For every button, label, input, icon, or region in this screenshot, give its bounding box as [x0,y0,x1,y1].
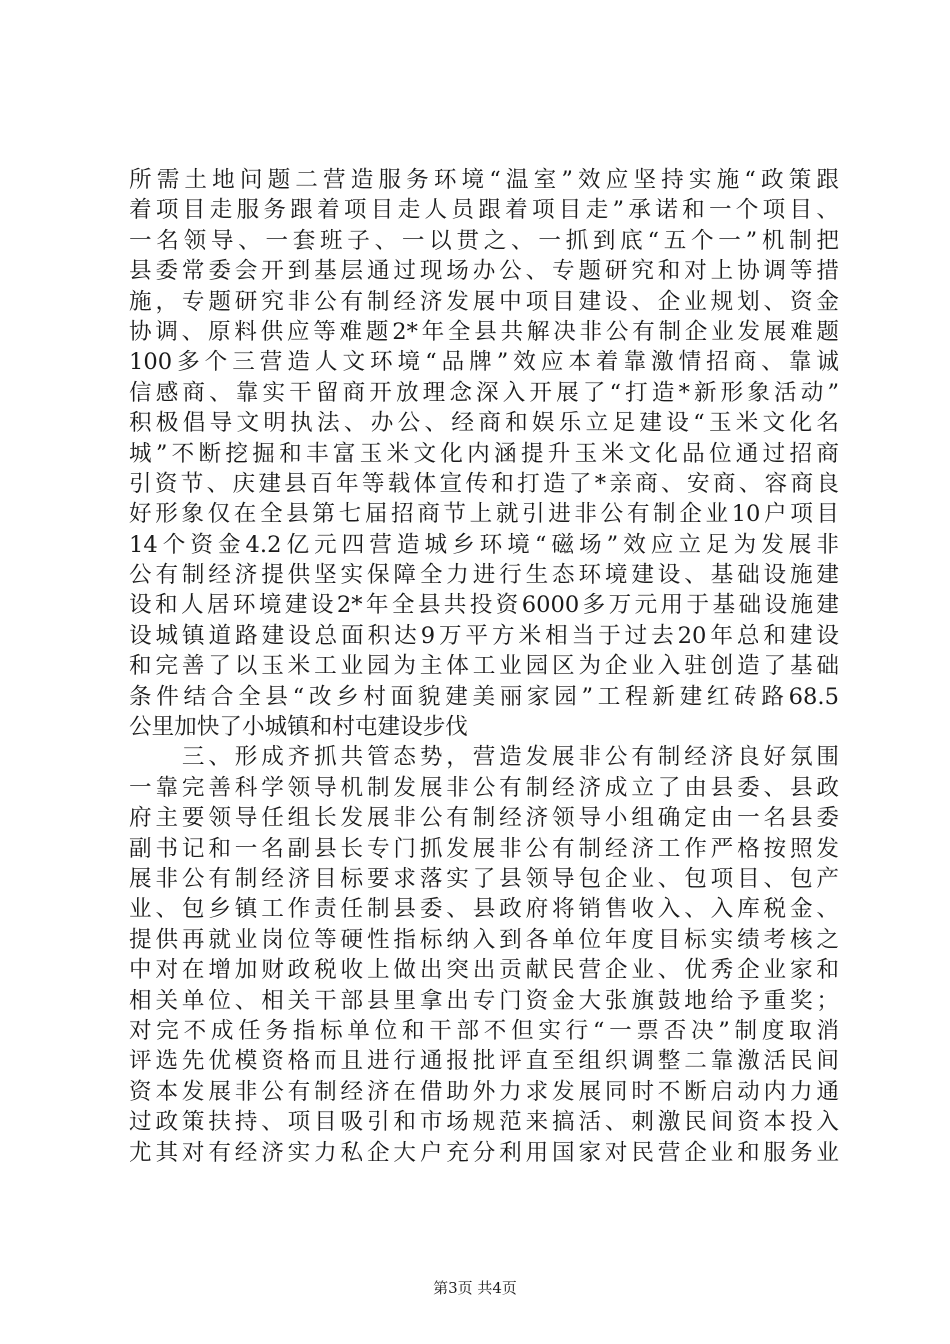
text-line: 业、包乡镇工作责任制县委、县政府将销售收入、入库税金、 [129,896,839,923]
text-line: 府主要领导任组长发展非公有制经济领导小组确定由一名县委 [129,805,839,832]
text-line: 引资节、庆建县百年等载体宣传和打造了*亲商、安商、容商良 [129,470,839,497]
text-line: 100多个三营造人文环境“品牌”效应本着靠激情招商、靠诚 [129,349,839,376]
text-line: 施，专题研究非公有制经济发展中项目建设、企业规划、资金 [129,288,839,315]
text-line: 提供再就业岗位等硬性指标纳入到各单位年度目标实绩考核之 [129,926,839,953]
text-line: 资本发展非公有制经济在借助外力求发展同时不断启动内力通 [129,1078,839,1105]
text-line: 相关单位、相关干部县里拿出专门资金大张旗鼓地给予重奖； [129,987,839,1014]
text-line: 协调、原料供应等难题2*年全县共解决非公有制企业发展难题 [129,318,839,345]
text-line: 着项目走服务跟着项目走人员跟着项目走”承诺和一个项目、 [129,197,839,224]
text-line: 设和人居环境建设2*年全县共投资6000多万元用于基础设施建 [129,592,839,619]
page-number-footer: 第3页 共4页 [433,1279,517,1297]
text-line: 过政策扶持、项目吸引和市场规范来搞活、刺激民间资本投入 [129,1109,839,1136]
text-line: 评选先优模资格而且进行通报批评直至组织调整二靠激活民间 [129,1048,839,1075]
text-line: 信感商、靠实干留商开放理念深入开展了“打造*新形象活动” [129,379,839,406]
text-line: 条件结合全县“改乡村面貌建美丽家园”工程新建红砖路68.5 [129,683,839,710]
text-line: 县委常委会开到基层通过现场办公、专题研究和对上协调等措 [129,258,839,285]
text-line: 展非公有制经济目标要求落实了县领导包企业、包项目、包产 [129,865,839,892]
section-heading-line: 三、形成齐抓共管态势，营造发展非公有制经济良好氛围 [129,744,839,771]
text-line: 14个资金4.2亿元四营造城乡环境“磁场”效应立足为发展非 [129,531,839,558]
text-line: 副书记和一名副县长专门抓发展非公有制经济工作严格按照发 [129,835,839,862]
text-line: 和完善了以玉米工业园为主体工业园区为企业入驻创造了基础 [129,653,839,680]
text-line: 一名领导、一套班子、一以贯之、一抓到底“五个一”机制把 [129,227,839,254]
text-line: 对完不成任务指标单位和干部不但实行“一票否决”制度取消 [129,1017,839,1044]
text-line: 所需土地问题二营造服务环境“温室”效应坚持实施“政策跟 [129,167,839,193]
text-line: 公有制经济提供坚实保障全力进行生态环境建设、基础设施建 [129,562,839,589]
text-line: 城”不断挖掘和丰富玉米文化内涵提升玉米文化品位通过招商 [129,440,839,467]
paragraph-end-line: 公里加快了小城镇和村屯建设步伐 [129,714,468,741]
text-line: 设城镇道路建设总面积达9万平方米相当于过去20年总和建设 [129,622,839,649]
text-line: 好形象仅在全县第七届招商节上就引进非公有制企业10户项目 [129,501,839,528]
text-line: 积极倡导文明执法、办公、经商和娱乐立足建设“玉米文化名 [129,410,839,437]
text-line: 尤其对有经济实力私企大户充分利用国家对民营企业和服务业 [129,1139,839,1166]
text-line: 一靠完善科学领导机制发展非公有制经济成立了由县委、县政 [129,774,839,801]
text-line: 中对在增加财政税收上做出突出贡献民营企业、优秀企业家和 [129,957,839,984]
body-text [129,165,839,1168]
